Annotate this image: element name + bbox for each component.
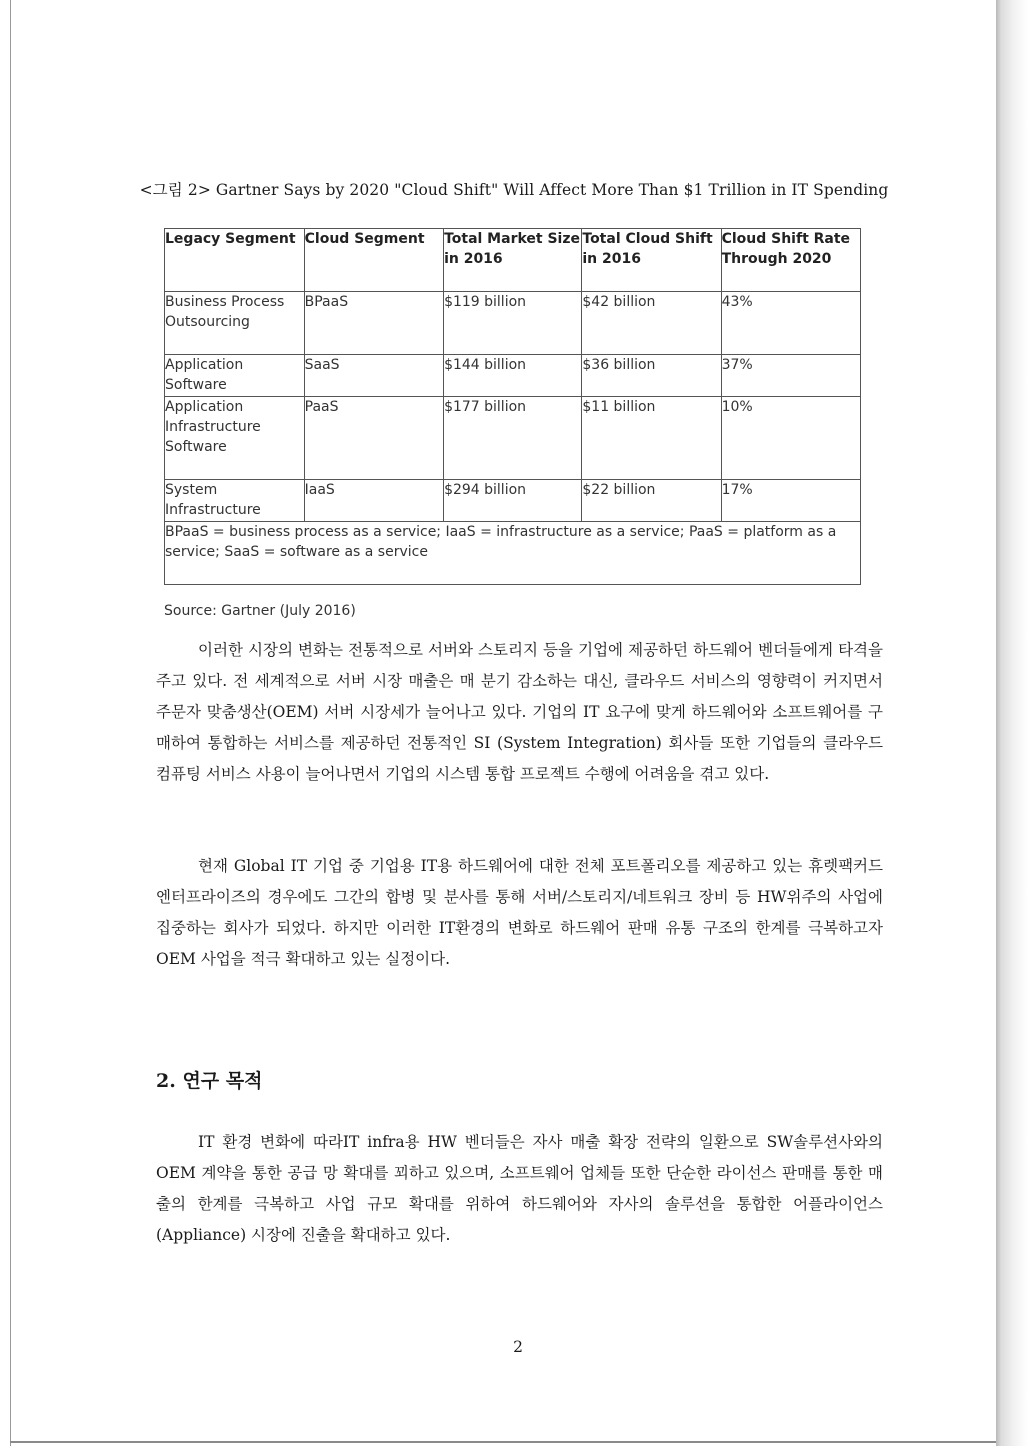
table-source: Source: Gartner (July 2016)	[164, 603, 356, 619]
table-cell: 17%	[721, 480, 860, 522]
page-shadow	[996, 0, 1028, 1446]
header-cell: Cloud Shift Rate Through 2020	[721, 229, 860, 292]
table-cell: Business Process Outsourcing	[165, 292, 305, 355]
table-cell: $42 billion	[582, 292, 721, 355]
page-bottom-edge	[10, 1441, 1000, 1443]
table-cell: SaaS	[304, 355, 443, 397]
figure-caption: <그림 2> Gartner Says by 2020 "Cloud Shift" Will Affect More Than $1 Trillion in IT Spending	[139, 181, 889, 199]
table-note-row	[165, 522, 861, 585]
table-cell: BPaaS	[304, 292, 443, 355]
table-row	[165, 480, 861, 522]
header-cell: Total Market Size in 2016	[444, 229, 582, 292]
table-cell: 37%	[721, 355, 860, 397]
table-cell: PaaS	[304, 397, 443, 480]
table-cell: 43%	[721, 292, 860, 355]
table-cell: System Infrastructure	[165, 480, 305, 522]
body-paragraph: 이러한 시장의 변화는 전통적으로 서버와 스토리지 등을 기업에 제공하던 하드웨어 벤더들에게 타격을 주고 있다. 전 세계적으로 서버 시장 매출은 매 분기 감소하는 대신, 클라우드 서비스의 영향력이 커지면서 주문자 맞춤생산(OEM) 서버 시장세가 늘어나고 있다. 기업의 IT 요구에 맞게 하드웨어와 소프트웨어를 구매하여 통합하는 서비스를 제공하던 전통적인 SI (System Integration) 회사들 또한 기업들의 클라우드 컴퓨팅 서비스 사용이 늘어나면서 기업의 시스템 통합 프로젝트 수행에 어려움을 겪고 있다.	[156, 641, 883, 783]
table-note: BPaaS = business process as a service; IaaS = infrastructure as a service; PaaS = platform as a service; SaaS = software as a service	[165, 522, 861, 585]
table-cell: 10%	[721, 397, 860, 480]
header-cell: Legacy Segment	[165, 229, 305, 292]
table-header-row	[165, 229, 861, 292]
table-cell: $177 billion	[444, 397, 582, 480]
table-row	[165, 355, 861, 397]
table-cell: Application Software	[165, 355, 305, 397]
cloud-shift-table	[164, 228, 861, 585]
header-cell: Cloud Segment	[304, 229, 443, 292]
table-row	[165, 292, 861, 355]
table-cell: $36 billion	[582, 355, 721, 397]
section-heading: 2. 연구 목적	[156, 1070, 263, 1092]
body-paragraph: IT 환경 변화에 따라IT infra용 HW 벤더들은 자사 매출 확장 전략의 일환으로 SW솔루션사와의 OEM 계약을 통한 공급 망 확대를 꾀하고 있으며, 소프트웨어 업체들 또한 단순한 라이선스 판매를 통한 매출의 한계를 극복하고 사업 규모 확대를 위하여 하드웨어와 자사의 솔루션을 통합한 어플라이언스(Appliance) 시장에 진출을 확대하고 있다.	[156, 1133, 883, 1244]
table-cell: $119 billion	[444, 292, 582, 355]
table-row	[165, 397, 861, 480]
body-paragraph: 현재 Global IT 기업 중 기업용 IT용 하드웨어에 대한 전체 포트폴리오를 제공하고 있는 휴렛팩커드 엔터프라이즈의 경우에도 그간의 합병 및 분사를 통해 서버/스토리지/네트워크 장비 등 HW위주의 사업에 집중하는 회사가 되었다. 하지만 이러한 IT환경의 변화로 하드웨어 판매 유통 구조의 한계를 극복하고자 OEM 사업을 적극 확대하고 있는 실정이다.	[156, 857, 883, 968]
table-cell: $22 billion	[582, 480, 721, 522]
table-cell: $144 billion	[444, 355, 582, 397]
page-number: 2	[513, 1338, 523, 1356]
table-cell: IaaS	[304, 480, 443, 522]
table-cell: $11 billion	[582, 397, 721, 480]
table-cell: Application Infrastructure Software	[165, 397, 305, 480]
page-left-edge	[10, 0, 11, 1446]
header-cell: Total Cloud Shift in 2016	[582, 229, 721, 292]
table-cell: $294 billion	[444, 480, 582, 522]
